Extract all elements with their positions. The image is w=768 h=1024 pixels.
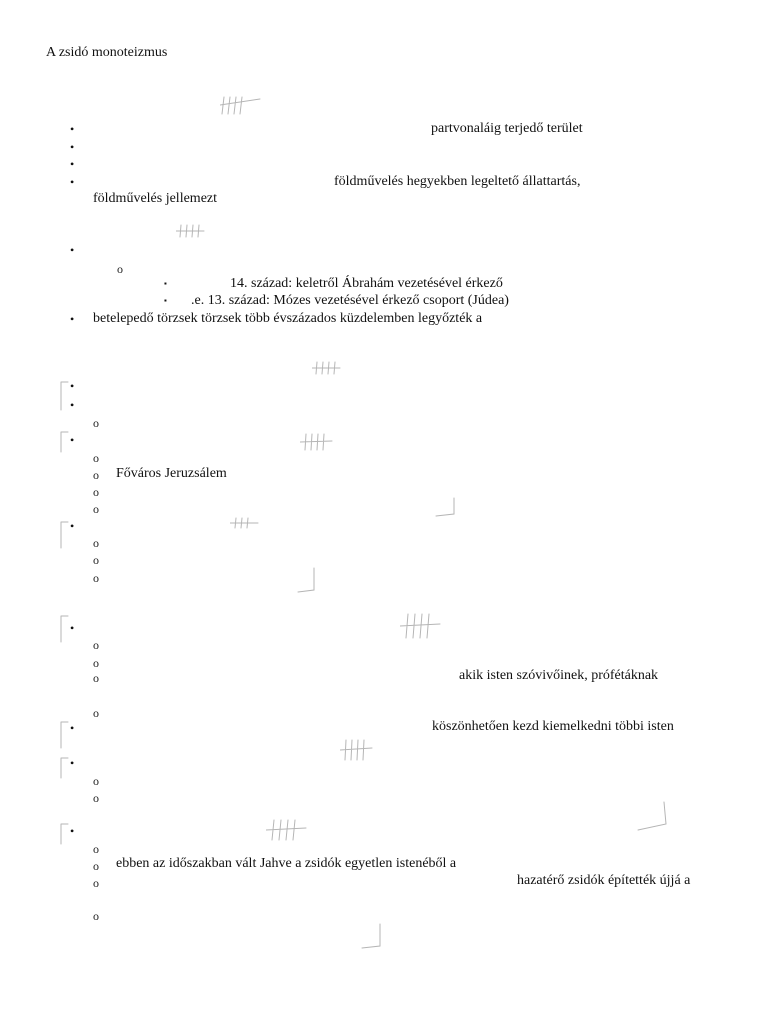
corner-mark xyxy=(58,430,70,454)
corner-mark xyxy=(58,614,70,644)
square-bullet: ▪ xyxy=(164,279,167,288)
line-betelepedo: betelepedő törzsek törzsek több évszázados küzdelemben legyőzték a xyxy=(93,311,483,326)
bullet: • xyxy=(70,519,75,533)
sub-bullet: o xyxy=(93,791,99,805)
page-title: A zsidó monoteizmus xyxy=(46,45,168,60)
sub-bullet: o xyxy=(93,451,99,465)
sub-bullet: o xyxy=(93,656,99,670)
tally-mark xyxy=(266,818,308,842)
tally-mark xyxy=(230,516,260,530)
tally-mark xyxy=(340,738,374,762)
bullet: • xyxy=(70,824,75,838)
bullet: • xyxy=(70,312,75,326)
scribble-mark xyxy=(360,922,386,952)
bullet: • xyxy=(70,122,75,136)
bullet: • xyxy=(70,379,75,393)
tally-mark xyxy=(220,94,262,116)
tally-mark xyxy=(176,223,206,239)
sub-bullet: o xyxy=(117,262,123,276)
line-akik: akik isten szóvivőinek, prófétáknak xyxy=(459,668,659,683)
bullet: • xyxy=(70,756,75,770)
sub-bullet: o xyxy=(93,638,99,652)
bullet: • xyxy=(70,621,75,635)
sub-bullet: o xyxy=(93,876,99,890)
line-foldmuveles-cont: földművelés jellemezt xyxy=(93,191,218,206)
bullet: • xyxy=(70,243,75,257)
bullet: • xyxy=(70,398,75,412)
sub-bullet: o xyxy=(93,909,99,923)
line-ebben: ebben az időszakban vált Jahve a zsidók egyetlen istenéből a xyxy=(116,856,457,871)
tally-mark xyxy=(300,432,334,452)
sub-bullet: o xyxy=(93,671,99,685)
corner-mark xyxy=(58,756,70,780)
sub-bullet: o xyxy=(93,468,99,482)
square-bullet: ▪ xyxy=(164,296,167,305)
sub-bullet: o xyxy=(93,571,99,585)
sub-bullet: o xyxy=(93,706,99,720)
scribble-mark xyxy=(296,566,322,594)
line-foldmuveles: földművelés hegyekben legeltető állattartás, xyxy=(334,174,581,189)
sub-bullet: o xyxy=(93,536,99,550)
line-mozes: .e. 13. század: Mózes vezetésével érkező csoport (Júdea) xyxy=(191,293,509,308)
corner-mark xyxy=(58,720,70,750)
sub-bullet: o xyxy=(93,502,99,516)
bullet: • xyxy=(70,433,75,447)
sub-bullet: o xyxy=(93,842,99,856)
sub-bullet: o xyxy=(93,553,99,567)
scribble-mark xyxy=(432,496,460,520)
line-hazatero: hazatérő zsidók építették újjá a xyxy=(517,873,691,888)
sub-bullet: o xyxy=(93,416,99,430)
sub-bullet: o xyxy=(93,774,99,788)
scribble-mark xyxy=(634,800,670,834)
line-partvonal: partvonaláig terjedő terület xyxy=(431,121,583,136)
sub-bullet: o xyxy=(93,859,99,873)
line-koszonhetoen: köszönhetően kezd kiemelkedni többi isten xyxy=(432,719,674,734)
corner-mark xyxy=(58,822,70,846)
corner-mark xyxy=(58,380,70,412)
sub-bullet: o xyxy=(93,485,99,499)
tally-mark xyxy=(312,360,342,376)
bullet: • xyxy=(70,157,75,171)
bullet: • xyxy=(70,721,75,735)
line-fovaros: Főváros Jeruzsálem xyxy=(116,466,227,481)
bullet: • xyxy=(70,140,75,154)
line-abraham: 14. század: keletről Ábrahám vezetésével érkező xyxy=(230,276,503,291)
bullet: • xyxy=(70,175,75,189)
tally-mark xyxy=(400,612,442,640)
corner-mark xyxy=(58,520,70,550)
